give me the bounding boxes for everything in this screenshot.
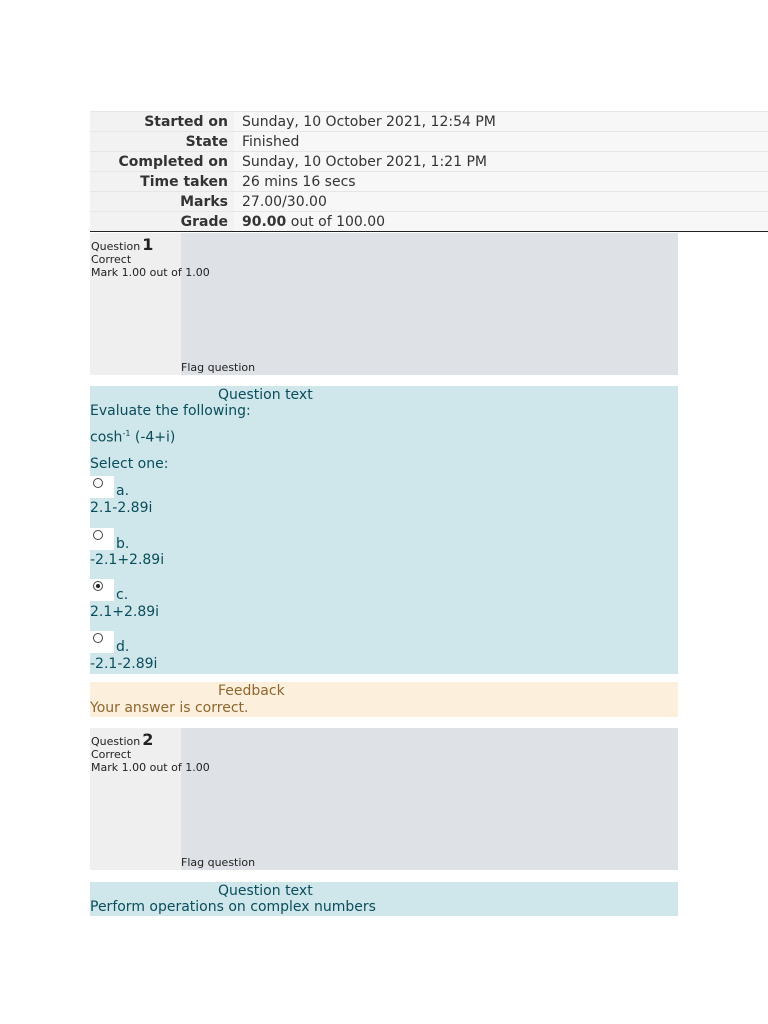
question-state: Correct (91, 748, 132, 761)
question-state: Correct (91, 253, 132, 266)
summary-label: Completed on (90, 152, 234, 172)
question-expression (90, 429, 175, 446)
radio-icon (93, 633, 103, 643)
flag-question-link[interactable]: Flag question (181, 856, 256, 869)
option-a-radio[interactable] (90, 476, 114, 498)
grade-value: 90.00 (242, 213, 287, 230)
summary-row-started (90, 112, 768, 132)
option-c-letter: c. (116, 587, 129, 603)
question-grade: Mark 1.00 out of 1.00 (91, 266, 210, 279)
attempt-summary-table (90, 111, 768, 232)
question-text-header: Question text (218, 387, 313, 403)
summary-label: Started on (90, 112, 234, 132)
question-2-text (90, 882, 678, 916)
expr-base: cosh (90, 429, 123, 446)
summary-value (234, 212, 768, 232)
radio-icon (93, 478, 103, 488)
feedback-text: Your answer is correct. (90, 700, 249, 716)
option-d-text[interactable]: -2.1-2.89i (90, 656, 158, 672)
question-2-info (90, 728, 678, 870)
summary-value: Sunday, 10 October 2021, 12:54 PM (234, 112, 768, 132)
summary-value: Sunday, 10 October 2021, 1:21 PM (234, 152, 768, 172)
summary-value: 27.00/30.00 (234, 192, 768, 212)
radio-icon (93, 530, 103, 540)
question-number (91, 235, 153, 254)
option-d-radio[interactable] (90, 631, 114, 653)
summary-value: 26 mins 16 secs (234, 172, 768, 192)
expr-argument: (-4+i) (130, 429, 176, 446)
flag-question-link[interactable]: Flag question (181, 361, 256, 374)
question-grade: Mark 1.00 out of 1.00 (91, 761, 210, 774)
question-number-value: 1 (142, 235, 154, 254)
expr-exponent: -1 (122, 429, 131, 438)
question-label: Question (91, 240, 141, 253)
summary-value: Finished (234, 132, 768, 152)
question-number (91, 730, 153, 749)
question-1-feedback (90, 682, 678, 717)
summary-label: Marks (90, 192, 234, 212)
summary-row-state (90, 132, 768, 152)
summary-row-completed (90, 152, 768, 172)
option-b-radio[interactable] (90, 528, 114, 550)
option-a-text[interactable]: 2.1-2.89i (90, 500, 153, 516)
summary-label: State (90, 132, 234, 152)
option-b-text[interactable]: -2.1+2.89i (90, 552, 165, 568)
summary-label: Time taken (90, 172, 234, 192)
option-c-text[interactable]: 2.1+2.89i (90, 604, 160, 620)
question-label: Question (91, 735, 141, 748)
feedback-header: Feedback (218, 683, 285, 699)
question-1-text (90, 386, 678, 674)
question-text-header: Question text (218, 883, 313, 899)
summary-row-marks (90, 192, 768, 212)
question-number-value: 2 (142, 730, 154, 749)
summary-row-grade (90, 212, 768, 232)
option-d-letter: d. (116, 639, 130, 655)
question-prompt: Evaluate the following: (90, 403, 251, 419)
question-1-info (90, 233, 678, 375)
summary-row-time (90, 172, 768, 192)
question-prompt: Perform operations on complex numbers (90, 899, 376, 915)
option-c-radio[interactable] (90, 579, 114, 601)
option-a-letter: a. (116, 483, 130, 499)
grade-out-of: out of 100.00 (286, 213, 386, 230)
select-one-label: Select one: (90, 456, 169, 472)
radio-checked-icon (93, 581, 103, 591)
summary-label: Grade (90, 212, 234, 232)
option-b-letter: b. (116, 536, 130, 552)
